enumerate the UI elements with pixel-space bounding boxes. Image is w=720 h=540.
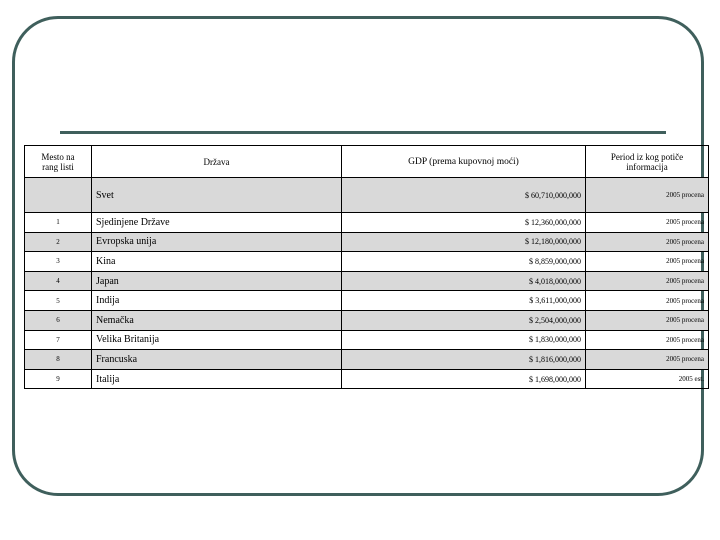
gdp-cell: $ 1,830,000,000 [342,330,586,350]
header-rank: Mesto na rang listi [25,146,92,178]
country-cell: Velika Britanija [92,330,342,350]
country-cell: Kina [92,252,342,272]
country-cell: Japan [92,271,342,291]
rank-cell: 4 [25,271,92,291]
period-cell: 2005 procena [586,252,709,272]
rank-cell: 9 [25,369,92,389]
header-gdp: GDP (prema kupovnoj moći) [342,146,586,178]
period-cell: 2005 procena [586,350,709,370]
period-cell: 2005 procena [586,232,709,252]
gdp-cell: $ 3,611,000,000 [342,291,586,311]
gdp-cell: $ 1,698,000,000 [342,369,586,389]
period-cell: 2005 procena [586,310,709,330]
period-cell: 2005 est. [586,369,709,389]
header-period: Period iz kog potiče informacija [586,146,709,178]
table-header-row [25,146,709,178]
period-cell: 2005 procena [586,330,709,350]
world-rank [25,178,92,213]
table-row [25,310,709,330]
rank-cell: 2 [25,232,92,252]
world-gdp: $ 60,710,000,000 [342,178,586,213]
world-period: 2005 procena [586,178,709,213]
world-country: Svet [92,178,342,213]
table-row-world [25,178,709,213]
period-cell: 2005 procena [586,271,709,291]
rank-cell: 3 [25,252,92,272]
gdp-cell: $ 2,504,000,000 [342,310,586,330]
table-row [25,330,709,350]
rank-cell: 5 [25,291,92,311]
gdp-cell: $ 4,018,000,000 [342,271,586,291]
table-row [25,232,709,252]
table-row [25,213,709,233]
table-row [25,271,709,291]
gdp-cell: $ 12,180,000,000 [342,232,586,252]
gdp-cell: $ 1,816,000,000 [342,350,586,370]
rank-cell: 8 [25,350,92,370]
rank-cell: 1 [25,213,92,233]
table-row [25,291,709,311]
table-row [25,350,709,370]
country-cell: Indija [92,291,342,311]
country-cell: Nemačka [92,310,342,330]
period-cell: 2005 procena [586,213,709,233]
country-cell: Sjedinjene Države [92,213,342,233]
gdp-table [24,145,709,389]
table-row [25,369,709,389]
country-cell: Italija [92,369,342,389]
rank-cell: 6 [25,310,92,330]
header-country: Država [92,146,342,178]
country-cell: Evropska unija [92,232,342,252]
title-divider [60,131,666,134]
period-cell: 2005 procena [586,291,709,311]
table-row [25,252,709,272]
country-cell: Francuska [92,350,342,370]
gdp-cell: $ 12,360,000,000 [342,213,586,233]
rank-cell: 7 [25,330,92,350]
gdp-cell: $ 8,859,000,000 [342,252,586,272]
